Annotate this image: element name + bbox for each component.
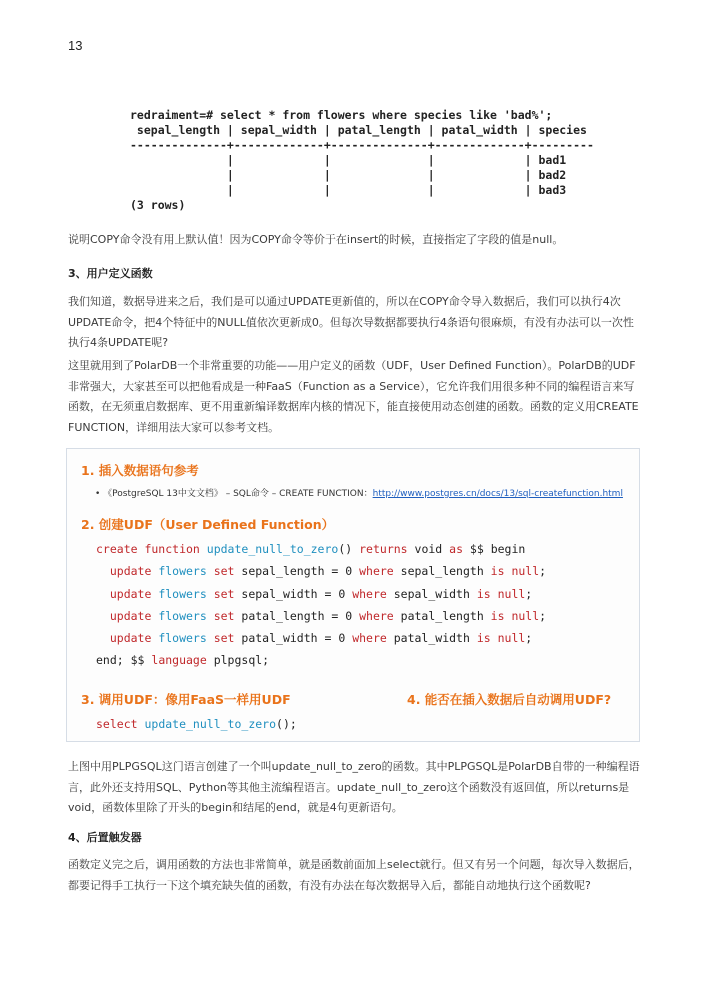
reference-line: [95, 486, 623, 499]
box-heading-call-udf: 3. 调用UDF：像用FaaS一样用UDF: [81, 692, 291, 707]
terminal-line: redraiment=# select * from flowers where species like 'bad%';: [130, 108, 553, 122]
code-line-end: end; $$ language plpgsql;: [96, 653, 270, 668]
slide-box: [66, 448, 640, 742]
code-line-update: update flowers set patal_width = 0 where patal_width is null;: [96, 631, 533, 646]
section-heading-trigger: 4、后置触发器: [68, 831, 142, 844]
code-block-create-function: [96, 538, 546, 672]
terminal-line: | | | | bad2: [130, 168, 567, 182]
terminal-line: sepal_length | sepal_width | patal_length | patal_width | species: [130, 123, 587, 137]
terminal-line: (3 rows): [130, 198, 186, 212]
page-number: 13: [68, 38, 83, 53]
paragraph-plpgsql: 上图中用PLPGSQL这门语言创建了一个叫update_null_to_zero的函数。其中PLPGSQL是PolarDB自带的一种编程语言，此外还支持用SQL、Python等其他主流编程语言。update_null_to_zero这个函数没有返回值，所以returns是void，函数体里除了开头的begin和结尾的end，就是4句更新语句。: [68, 760, 640, 814]
box-heading-auto-udf: 4. 能否在插入数据后自动调用UDF?: [407, 692, 612, 707]
code-line-update: update flowers set patal_length = 0 where patal_length is null;: [96, 608, 547, 623]
paragraph-udf-intro: 这里就用到了PolarDB一个非常重要的功能——用户定义的函数（UDF，User Defined Function）。PolarDB的UDF非常强大，大家甚至可以把他看成是一种FaaS（Function as a Service），它允许我们用很多种不同的编程语言来写函数，在无须重启数据库、更不用重新编译数据库内核的情况下，能直接使用动态创建的函数。函数的定义用CREATE FUNCTION，详细用法大家可以参考文档。: [68, 359, 639, 434]
box-heading-insert: 1. 插入数据语句参考: [81, 463, 199, 478]
reference-link[interactable]: http://www.postgres.cn/docs/13/sql-createfunction.html: [372, 489, 623, 499]
terminal-output: [130, 108, 600, 213]
terminal-line: --------------+-------------+--------------+-------------+---------: [130, 138, 594, 152]
code-block-call: [96, 713, 297, 735]
code-line-update: update flowers set sepal_width = 0 where sepal_width is null;: [96, 586, 533, 601]
code-line-update: update flowers set sepal_length = 0 where sepal_length is null;: [96, 564, 547, 579]
box-heading-create-udf: 2. 创建UDF（User Defined Function）: [81, 517, 335, 532]
paragraph-trigger: 函数定义完之后，调用函数的方法也非常简单，就是函数前面加上select就行。但又有另一个问题，每次导入数据后，都要记得手工执行一下这个填充缺失值的函数，有没有办法在每次数据导入后，都能自动地执行这个函数呢?: [68, 858, 640, 892]
code-line-create: create function update_null_to_zero() returns void as $$ begin: [96, 542, 526, 556]
code-line-select: select update_null_to_zero();: [96, 717, 297, 731]
paragraph-update: 我们知道，数据导进来之后，我们是可以通过UPDATE更新值的，所以在COPY命令导入数据后，我们可以执行4次UPDATE命令，把4个特征中的NULL值依次更新成0。但每次导数据都要执行4条语句很麻烦，有没有办法可以一次性执行4条UPDATE呢?: [68, 295, 634, 349]
terminal-line: | | | | bad3: [130, 183, 567, 197]
paragraph-copy-note: 说明COPY命令没有用上默认值！因为COPY命令等价于在insert的时候，直接指定了字段的值是null。: [68, 233, 564, 246]
section-heading-udf: 3、用户定义函数: [68, 267, 153, 280]
terminal-line: | | | | bad1: [130, 153, 567, 167]
reference-text: • 《PostgreSQL 13中文文档》 – SQL命令 – CREATE FUNCTION：: [95, 489, 373, 499]
